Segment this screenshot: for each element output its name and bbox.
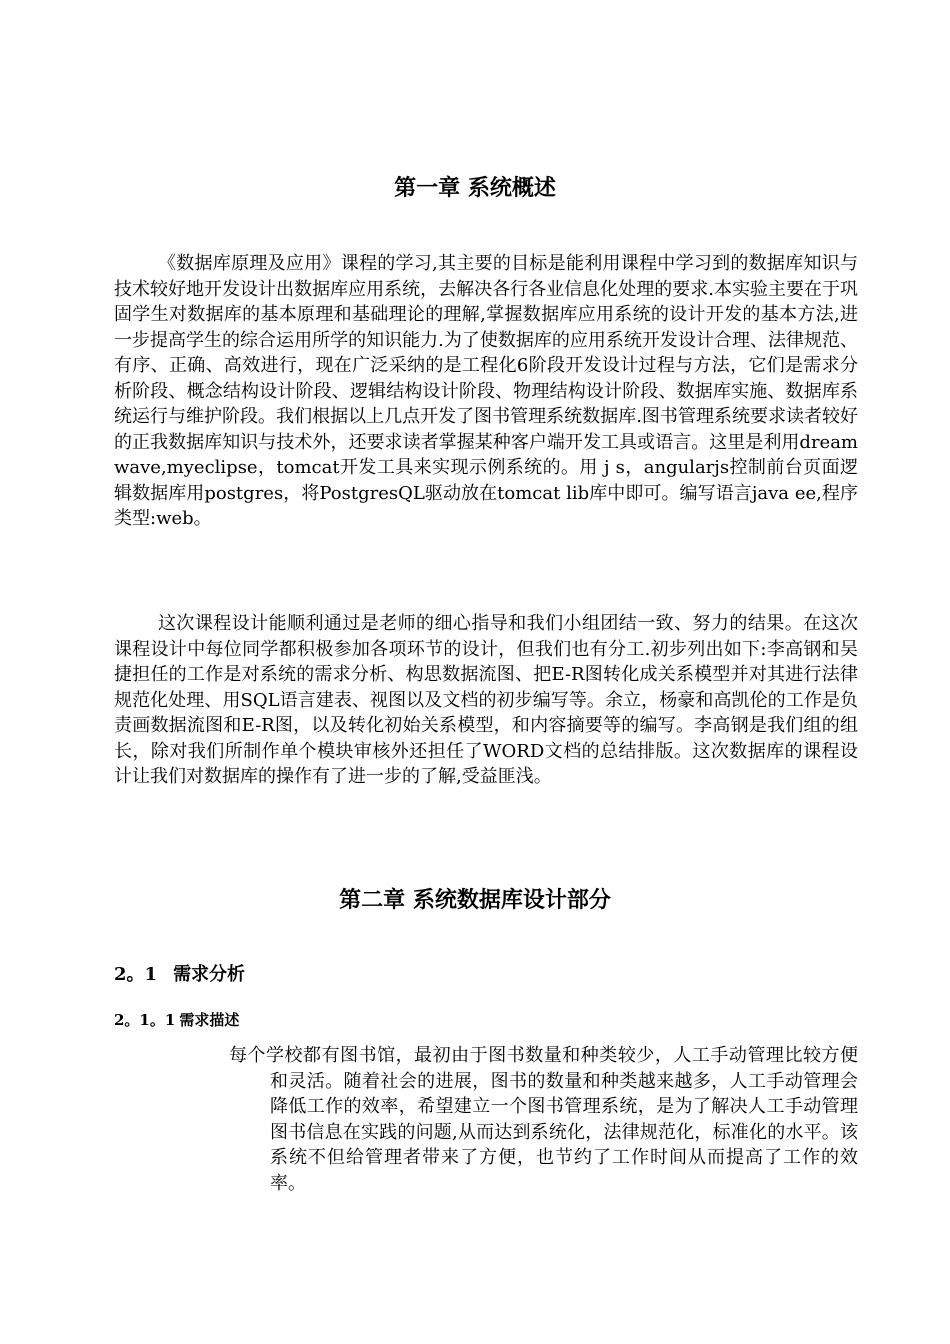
chapter-2-title: 第二章 系统数据库设计部分	[339, 888, 611, 913]
subsection-label: 需求描述	[179, 1011, 240, 1029]
chapter-1-paragraph-1: 《数据库原理及应用》课程的学习,其主要的目标是能利用课程中学习到的数据库知识与技术较好地开发设计出数据库应用系统，去解决各行各业信息化处理的要求.本实验主要在于巩固学生对数据库的基本原理和基础理论的理解,掌握数据库应用系统的设计开发的基本方法,进一步提高学生的综合运用所学的知识能力.为了使数据库的应用系统开发设计合理、法律规范、有序、正确、高效进行，现在广泛采纳的是工程化6阶段开发设计过程与方法，它们是需求分析阶段、概念结构设计阶段、逻辑结构设计阶段、物理结构设计阶段、数据库实施、数据库系统运行与维护阶段。我们根据以上几点开发了图书管理系统数据库.图书管理系统要求读者较好的正我数据库知识与技术外，还要求读者掌握某种客户端开发工具或语言。这里是利用dreamwave,myeclipse，tomcat开发工具来实现示例系统的。用 j s，angularjs控制前台页面逻辑数据库用postgres，将PostgresQL驱动放在tomcat lib库中即可。编写语言java ee,程序类型:web。	[114, 253, 858, 529]
chapter-1-paragraph-2: 这次课程设计能顺利通过是老师的细心指导和我们小组团结一致、努力的结果。在这次课程设计中每位同学都积极参加各项环节的设计，但我们也有分工.初步列出如下:李高钢和吴捷担任的工作是对系统的需求分析、构思数据流图、把E-R图转化成关系模型并对其进行法律规范化处理、用SQL语言建表、视图以及文档的初步编写等。余立，杨豪和高凯伦的工作是负责画数据流图和E-R图，以及转化初始关系模型，和内容摘要等的编写。李高钢是我们组的组长，除对我们所制作单个模块审核外还担任了WORD文档的总结排版。这次数据库的课程设计让我们对数据库的操作有了进一步的了解,受益匪浅。	[114, 613, 858, 787]
section-heading	[114, 963, 245, 987]
requirements-description-paragraph: 每个学校都有图书馆，最初由于图书数量和种类较少，人工手动管理比较方便和灵活。随着社会的进展，图书的数量和种类越来越多，人工手动管理会降低工作的效率，希望建立一个图书管理系统，是为了解决人工手动管理图书信息在实践的问题,从而达到系统化，法律规范化，标准化的水平。该系统不但给管理者带来了方便，也节约了工作时间从而提高了工作的效率。	[229, 1045, 858, 1194]
section-label: 需求分析	[173, 964, 246, 985]
chapter-1-title: 第一章 系统概述	[394, 176, 556, 201]
section-number: 2。1	[114, 964, 158, 985]
subsection-heading	[114, 1010, 239, 1030]
subsection-number: 2。1。1	[114, 1011, 176, 1029]
